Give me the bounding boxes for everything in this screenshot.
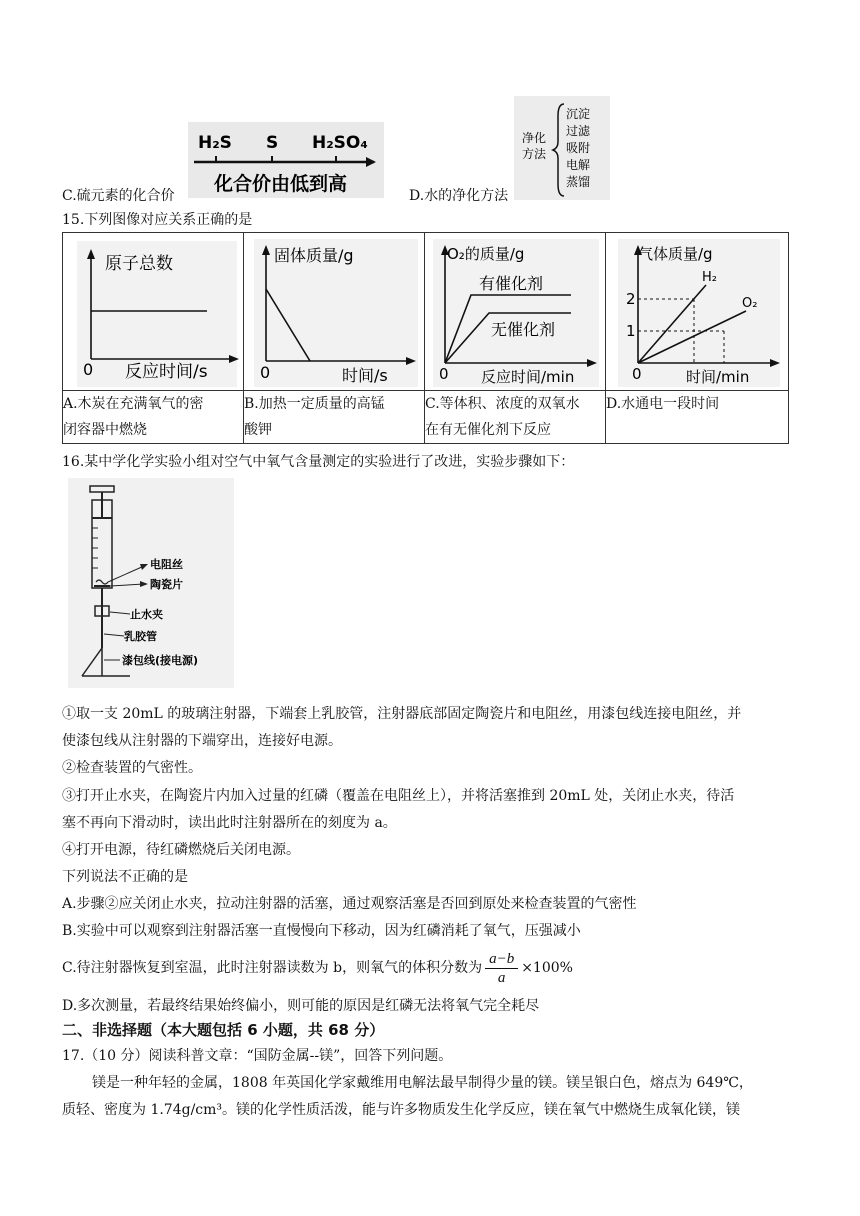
h2s-label: H₂S bbox=[198, 133, 232, 153]
method-3: 吸附 bbox=[566, 141, 591, 155]
q16-step3-line2: 塞不再向下滑动时，读出此时注射器所在的刻度为 a。 bbox=[62, 815, 397, 831]
q16-step1-line1: ①取一支 20mL 的玻璃注射器，下端套上乳胶管，注射器底部固定陶瓷片和电阻丝，用漆包线连接电阻丝，并 bbox=[62, 706, 742, 722]
syringe-apparatus-figure bbox=[68, 478, 234, 688]
graph-d-xlabel: 时间/min bbox=[686, 368, 750, 386]
fraction bbox=[485, 950, 518, 987]
label-with-catalyst: 有催化剂 bbox=[479, 274, 544, 293]
label-ceramic-plate: 陶瓷片 bbox=[150, 578, 183, 591]
sulfur-valence-svg bbox=[188, 122, 384, 198]
graph-c-svg bbox=[425, 233, 605, 390]
q16-step4: ④打开电源，待红磷燃烧后关闭电源。 bbox=[62, 842, 300, 858]
graph-d bbox=[606, 233, 788, 390]
section-2-heading: 二、非选择题（本大题包括 6 小题，共 68 分） bbox=[62, 1021, 385, 1039]
purify-left-2: 方法 bbox=[522, 147, 547, 161]
q16-step3-line1: ③打开止水夹，在陶瓷片内加入过量的红磷（覆盖在电阻丝上），并将活塞推到 20mL 处，关闭止水夹，待活 bbox=[62, 788, 735, 804]
brace-icon bbox=[553, 104, 564, 196]
graph-d-svg bbox=[606, 233, 788, 390]
water-purification-svg bbox=[514, 96, 610, 200]
q16-step2: ②检查装置的气密性。 bbox=[62, 760, 202, 776]
q14-option-d: D.水的净化方法 bbox=[409, 188, 509, 204]
arrow-head-icon bbox=[366, 157, 376, 167]
q15-graph-table bbox=[62, 232, 789, 444]
fraction-denominator: a bbox=[497, 969, 506, 986]
q16-option-c bbox=[62, 946, 573, 990]
graph-a-svg bbox=[63, 233, 243, 390]
sulfur-valence-figure bbox=[188, 122, 384, 198]
graph-c-ylabel: O₂的质量/g bbox=[447, 245, 525, 263]
graph-d-ylabel: 气体质量/g bbox=[638, 245, 713, 263]
plunger-top bbox=[90, 486, 114, 492]
q16-option-a: A.步骤②应关闭止水夹，拉动注射器的活塞，通过观察活塞是否回到原处来检查装置的气密性 bbox=[62, 896, 637, 912]
q17-paragraph-line1: 镁是一种年轻的金属，1808 年英国化学家戴维用电解法最早制得少量的镁。镁呈银白色，熔点为 649℃， bbox=[92, 1075, 753, 1091]
caption-b: B.加热一定质量的高锰 酸钾 bbox=[244, 391, 425, 444]
q17-paragraph-line2: 质轻、密度为 1.74g/cm³。镁的化学性质活泼，能与许多物质发生化学反应，镁在氧气中燃烧生成氧化镁，镁 bbox=[62, 1102, 741, 1118]
label-resistance-wire: 电阻丝 bbox=[150, 558, 183, 571]
caption-a: A.木炭在充满氧气的密 闭容器中燃烧 bbox=[63, 391, 244, 444]
q15-stem: 15.下列图像对应关系正确的是 bbox=[62, 212, 253, 228]
graph-c bbox=[425, 233, 605, 390]
tick-2: 2 bbox=[626, 290, 636, 308]
graph-a-xlabel: 反应时间/s bbox=[125, 362, 208, 382]
valence-arrow-label: 化合价由低到高 bbox=[214, 173, 348, 195]
label-enameled-wire: 漆包线(接电源) bbox=[122, 654, 199, 667]
q14-option-c: C.硫元素的化合价 bbox=[62, 188, 175, 204]
graph-b-origin: 0 bbox=[260, 363, 271, 382]
caption-c: C.等体积、浓度的双氧水 在有无催化剂下反应 bbox=[425, 391, 606, 444]
label-o2: O₂ bbox=[742, 296, 758, 311]
resistance-wire bbox=[96, 580, 108, 584]
graph-b-svg bbox=[244, 233, 424, 390]
label-latex-tube: 乳胶管 bbox=[124, 630, 157, 643]
q16-step1-line2: 使漆包线从注射器的下端穿出，连接好电源。 bbox=[62, 733, 342, 749]
q17-stem: 17.（10 分）阅读科普文章：“国防金属--镁”，回答下列问题。 bbox=[62, 1048, 453, 1064]
caption-d: D.水通电一段时间 bbox=[606, 391, 789, 444]
water-purification-figure bbox=[514, 96, 610, 200]
label-without-catalyst: 无催化剂 bbox=[491, 320, 556, 339]
graph-b-ylabel: 固体质量/g bbox=[274, 246, 354, 265]
graph-c-origin: 0 bbox=[439, 365, 449, 383]
graph-b-xlabel: 时间/s bbox=[342, 366, 388, 385]
method-4: 电解 bbox=[566, 158, 591, 172]
option-c-percent: ×100% bbox=[521, 960, 573, 976]
h2so4-label: H₂SO₄ bbox=[312, 133, 368, 153]
graph-d-origin: 0 bbox=[632, 365, 642, 383]
q16-option-d: D.多次测量，若最终结果始终偏小，则可能的原因是红磷无法将氧气完全耗尽 bbox=[62, 998, 540, 1014]
method-2: 过滤 bbox=[566, 124, 591, 138]
graph-b bbox=[244, 233, 424, 390]
fraction-numerator: a−b bbox=[485, 950, 518, 969]
method-1: 沉淀 bbox=[566, 107, 591, 121]
q16-option-b: B.实验中可以观察到注射器活塞一直慢慢向下移动，因为红磷消耗了氧气，压强减小 bbox=[62, 923, 581, 939]
option-c-text: C.待注射器恢复到室温，此时注射器读数为 b，则氧气的体积分数为 bbox=[62, 960, 483, 976]
s-label: S bbox=[266, 133, 279, 153]
label-h2: H₂ bbox=[702, 270, 717, 285]
method-5: 蒸馏 bbox=[566, 175, 591, 189]
label-water-clamp: 止水夹 bbox=[130, 608, 163, 621]
purify-left-1: 净化 bbox=[522, 131, 547, 145]
graph-c-xlabel: 反应时间/min bbox=[481, 368, 575, 386]
q16-question: 下列说法不正确的是 bbox=[62, 869, 188, 885]
tick-1: 1 bbox=[626, 322, 636, 340]
syringe-apparatus-svg bbox=[68, 478, 234, 688]
q16-stem: 16.某中学化学实验小组对空气中氧气含量测定的实验进行了改进，实验步骤如下： bbox=[62, 454, 575, 470]
graph-a bbox=[63, 233, 243, 390]
graph-a-origin: 0 bbox=[83, 360, 94, 379]
graph-a-ylabel: 原子总数 bbox=[105, 254, 173, 274]
